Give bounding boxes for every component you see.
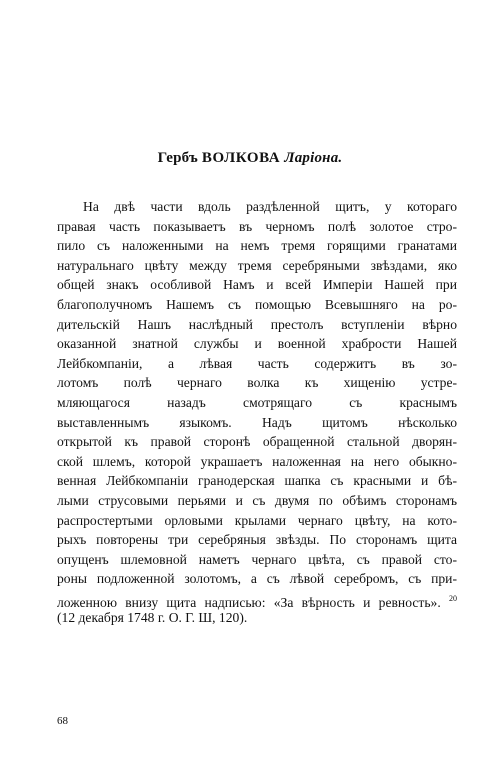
text-line: роны подложенной золотомъ, а съ лѣвой серебромъ, съ при-	[57, 571, 457, 587]
text-line: ской шлемъ, которой украшаетъ наложенная на него обыкно-	[57, 453, 457, 469]
text-line: правая часть показываетъ въ черномъ полѣ золотое стро-	[57, 218, 457, 234]
text-line: распростертыми орловыми крылами чернаго цвѣту, на кото-	[57, 512, 457, 528]
text-line: открытой къ правой сторонѣ обращенной стальной дворян-	[57, 434, 457, 450]
text-line: венная Лейбкомпаніи гранодерская шапка съ красными и бѣ-	[57, 473, 457, 489]
text-line: выставленнымъ языкомъ. Надъ щитомъ нѣсколько	[57, 414, 457, 430]
text-line: натуральнаго цвѣту между тремя серебряными звѣздами, яко	[57, 257, 457, 273]
text-line-with-footnote	[57, 589, 457, 609]
text-line: общей знакъ особливой Намъ и всей Имперіи Нашей при	[57, 277, 457, 293]
citation-line: (12 декабря 1748 г. О. Г. Ш, 120).	[57, 610, 248, 626]
text-line: Лейбкомпаніи, а лѣвая часть содержитъ въ зо-	[57, 355, 457, 371]
text-line: На двѣ части вдоль раздѣленной щитъ, у котораго	[83, 199, 457, 214]
text-line: благополучномъ Нашемъ съ помощью Всевышняго на ро-	[57, 296, 457, 312]
footnote-marker: 20	[449, 593, 457, 603]
text-line: рыхъ повторены три серебряныя звѣзды. По сторонамъ щита	[57, 532, 457, 548]
text-line: лотомъ полѣ чернаго волка къ хищенію устре-	[57, 375, 457, 391]
title-word-gerb: Гербъ	[157, 150, 198, 166]
text-line: дительскій Нашъ наслѣдный престолъ вступленіи вѣрно	[57, 316, 457, 332]
title-given-name: Ларіона.	[284, 150, 343, 166]
page-number: 68	[57, 715, 68, 727]
text-line: ложенною внизу щита надписью: «За вѣрность и ревность».	[57, 594, 441, 610]
text-line: мляющагося назадъ смотрящаго съ краснымъ	[57, 394, 457, 410]
body-text	[57, 197, 457, 628]
title-surname: ВОЛКОВА	[201, 150, 281, 166]
text-line: пило съ наложенными на немъ тремя горящими гранатами	[57, 238, 457, 254]
text-line: опущенъ шлемовной наметъ чернаго цвѣта, съ правой сто-	[57, 551, 457, 567]
text-line: лыми струсовыми перьями и съ двумя по обѣимъ сторонамъ	[57, 492, 457, 508]
text-line: оказанной знатной службы и военной храбрости Нашей	[57, 336, 457, 352]
page-title	[0, 150, 500, 167]
